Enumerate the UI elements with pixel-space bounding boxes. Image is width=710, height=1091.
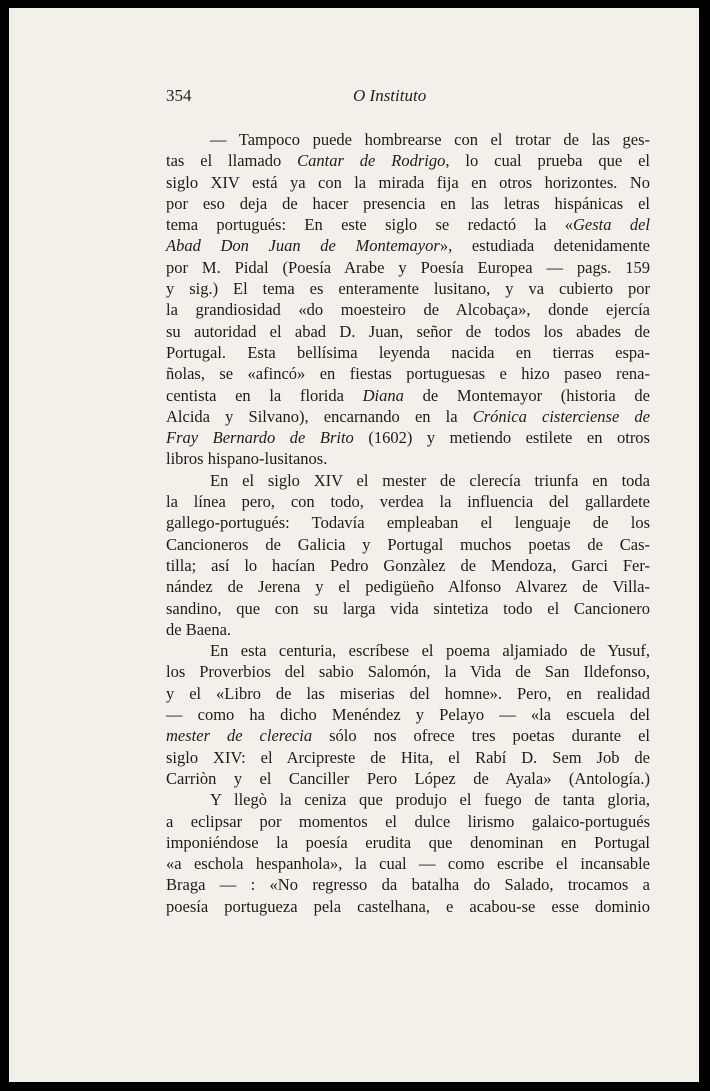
italic-title: Diana [362,385,404,405]
page-number: 354 [166,86,192,105]
text-line: nández de Jerena y el pedigüeño Alfonso Alvarez de Villa- [166,577,650,597]
text-line: y el «Libro de las miserias del homne». Pero, en realidad [166,683,650,703]
text-line: sandino, que con su larga vida sintetiza todo el Cancionero [166,598,650,618]
body-text [166,129,650,917]
text-line: «a eschola hespanhola», la cual — como escribe el incansable [166,854,650,874]
text-line: tas el llamado Cantar de Rodrigo, lo cual prueba que el [166,151,650,171]
text-line: Alcida y Silvano), encarnando en la Crónica cisterciense de [166,406,650,426]
running-title: O Instituto [353,86,427,105]
text-line: Abad Don Juan de Montemayor», estudiada detenidamente [166,236,650,256]
text-line: ñolas, se «afincó» en fiestas portuguesas e hizo paseo rena- [166,364,650,384]
text-line: En esta centuria, escríbese el poema aljamiado de Yusuf, [210,641,650,661]
text-line: gallego-portugués: Todavía empleaban el lenguaje de los [166,513,650,533]
text-line: Y llegò la ceniza que produjo el fuego de tanta gloria, [210,790,650,810]
italic-title: mester de clerecia [166,726,313,746]
text-line: libros hispano-lusitanos. [166,449,328,469]
text-line: a eclipsar por momentos el dulce lirismo galaico-portugués [166,811,650,831]
text-line: centista en la florida Diana de Montemayor (historia de [166,385,650,405]
text-line: — como ha dicho Menéndez y Pelayo — «la escuela del [166,705,650,725]
text-line: — Tampoco puede hombrearse con el trotar de las ges- [210,130,650,149]
page-header [166,86,650,110]
text-line: siglo XIV está ya con la mirada fija en otros horizontes. No [166,172,650,192]
text-line: siglo XIV: el Arcipreste de Hita, el Rabí D. Sem Job de [166,747,650,767]
text-line: poesía portugueza pela castelhana, e acabou-se esse dominio [166,896,650,916]
text-line: Fray Bernardo de Brito (1602) y metiendo estilete en otros [166,428,650,448]
text-line: tilla; así lo hacían Pedro Gonzàlez de Mendoza, Garci Fer- [166,555,650,575]
text-line: su autoridad el abad D. Juan, señor de todos los abades de [166,321,650,341]
text-line: la línea pero, con todo, verdea la influencia del gallardete [166,492,650,512]
book-page [9,8,699,1082]
text-line: la grandiosidad «do moesteiro de Alcobaça», donde ejercía [166,300,650,320]
italic-title: Crónica cisterciense de [472,406,650,426]
italic-title: Abad Don Juan de Montemayor [166,236,440,256]
text-line: los Proverbios del sabio Salomón, la Vida de San Ildefonso, [166,662,650,682]
italic-title: Gesta del [573,215,650,235]
text-line: por M. Pidal (Poesía Arabe y Poesía Europea — pags. 159 [166,257,650,277]
italic-title: Cantar de Rodrigo [297,151,446,171]
text-line: Braga — : «No regresso da batalha do Salado, trocamos a [166,875,650,895]
text-line: Portugal. Esta bellísima leyenda nacida en tierras espa- [166,342,650,362]
text-line: de Baena. [166,619,232,639]
text-line: imponiéndose la poesía erudita que denominan en Portugal [166,832,650,852]
text-line: Carriòn y el Canciller Pero López de Ayala» (Antología.) [166,768,650,788]
text-line: En el siglo XIV el mester de clerecía triunfa en toda [210,470,650,490]
text-line: y sig.) El tema es enteramente lusitano, y va cubierto por [166,279,650,299]
text-line: por eso deja de hacer presencia en las letras hispánicas el [166,193,650,213]
italic-title: Fray Bernardo de Brito [166,428,354,448]
text-line: tema portugués: En este siglo se redactó la «Gesta del [166,215,650,235]
text-line: mester de clerecia sólo nos ofrece tres poetas durante el [166,726,651,746]
text-line: Cancioneros de Galicia y Portugal muchos poetas de Cas- [166,534,650,554]
